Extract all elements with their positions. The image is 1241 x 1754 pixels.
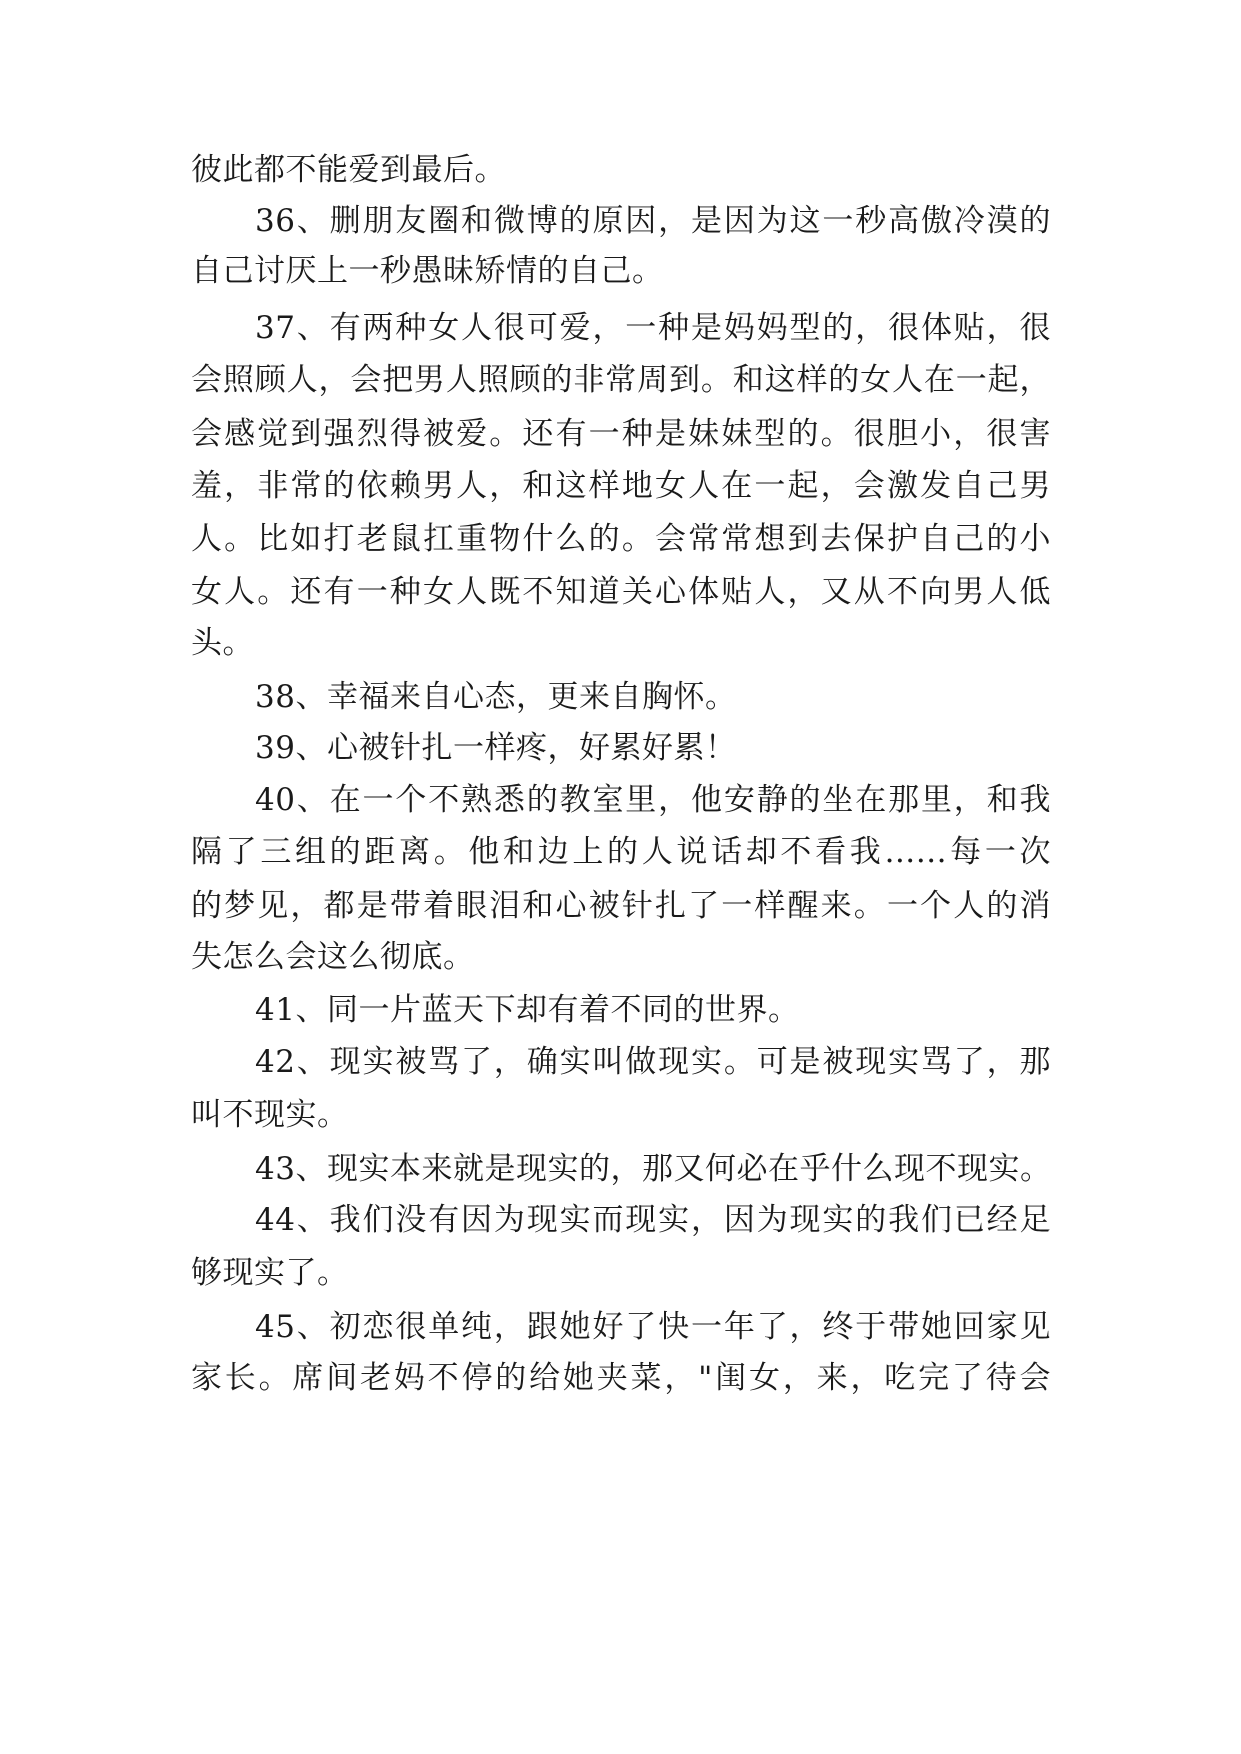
text-line: 女人。还有一种女人既不知道关心体贴人，又从不向男人低 bbox=[191, 574, 1051, 610]
text-line: 会照顾人，会把男人照顾的非常周到。和这样的女人在一起， bbox=[191, 362, 1051, 398]
text-line: 39、心被针扎一样疼，好累好累！ bbox=[255, 730, 737, 766]
text-line: 隔了三组的距离。他和边上的人说话却不看我…...每一次 bbox=[191, 834, 1051, 870]
text-line: 45、初恋很单纯，跟她好了快一年了，终于带她回家见 bbox=[255, 1309, 1051, 1345]
text-line: 40、在一个不熟悉的教室里，他安静的坐在那里，和我 bbox=[255, 782, 1051, 818]
text-line: 41、同一片蓝天下却有着不同的世界。 bbox=[255, 992, 800, 1028]
text-line: 会感觉到强烈得被爱。还有一种是妹妹型的。很胆小，很害 bbox=[191, 416, 1051, 452]
text-line: 叫不现实。 bbox=[191, 1097, 349, 1133]
text-line: 44、我们没有因为现实而现实，因为现实的我们已经足 bbox=[255, 1202, 1051, 1238]
text-line: 42、现实被骂了，确实叫做现实。可是被现实骂了，那 bbox=[255, 1044, 1051, 1080]
text-line: 43、现实本来就是现实的，那又何必在乎什么现不现实。 bbox=[255, 1151, 1052, 1187]
text-line: 37、有两种女人很可爱，一种是妈妈型的，很体贴，很 bbox=[255, 310, 1051, 346]
text-line: 人。比如打老鼠扛重物什么的。会常常想到去保护自己的小 bbox=[191, 521, 1051, 557]
text-line: 38、幸福来自心态，更来自胸怀。 bbox=[255, 679, 737, 715]
text-line: 彼此都不能爱到最后。 bbox=[191, 152, 506, 188]
text-line: 羞，非常的依赖男人，和这样地女人在一起，会激发自己男 bbox=[191, 468, 1051, 504]
text-line: 的梦见，都是带着眼泪和心被针扎了一样醒来。一个人的消 bbox=[191, 888, 1051, 924]
text-line: 36、删朋友圈和微博的原因，是因为这一秒高傲冷漠的 bbox=[255, 203, 1051, 239]
text-line: 家长。席间老妈不停的给她夹菜，"闺女，来，吃完了待会 bbox=[191, 1360, 1051, 1396]
text-line: 失怎么会这么彻底。 bbox=[191, 939, 475, 975]
text-line: 自己讨厌上一秒愚昧矫情的自己。 bbox=[191, 253, 664, 289]
text-line: 头。 bbox=[191, 625, 254, 661]
text-line: 够现实了。 bbox=[191, 1255, 349, 1291]
